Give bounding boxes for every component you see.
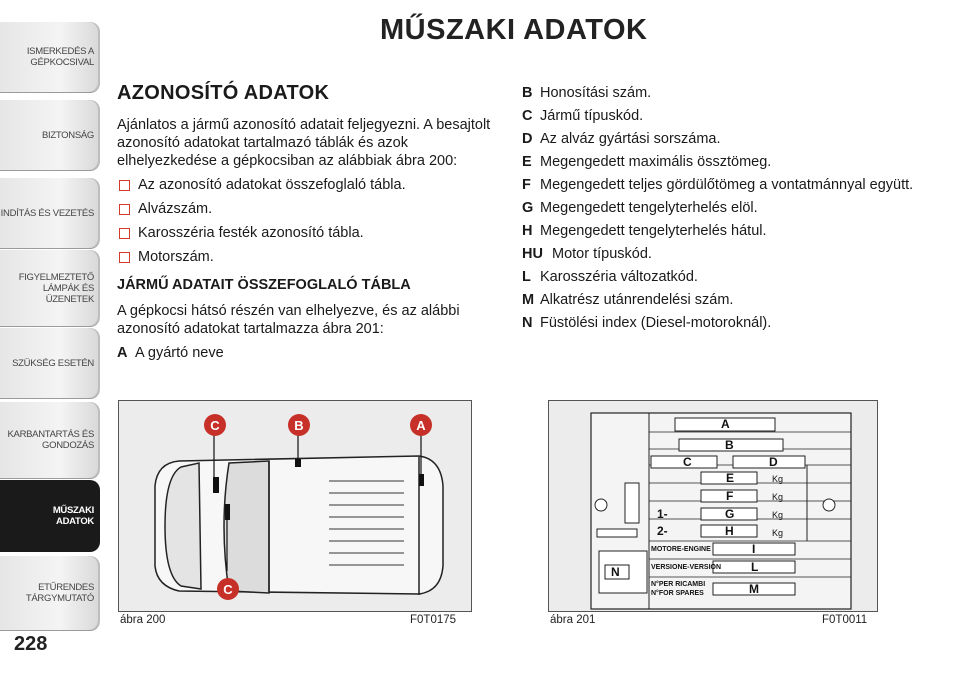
list-item [117, 344, 497, 362]
list-item-text: Alvázszám. [138, 201, 213, 217]
checkbox-bullet-icon [119, 180, 130, 191]
list-item [522, 153, 922, 171]
page-number: 228 [14, 633, 48, 655]
marker-a: A [410, 414, 432, 436]
sidebar-item-label: ISMERKEDÉS A GÉPKOCSIVAL [26, 46, 94, 68]
figure-200-code: F0T0175 [410, 614, 457, 626]
sidebar-item-karbantartas[interactable] [0, 402, 100, 478]
plate-unit-kg: Kg [772, 474, 784, 484]
data-plate-labels [549, 401, 877, 611]
list-item [522, 222, 922, 240]
plate-label-n: N [611, 565, 620, 579]
plate-unit-kg: Kg [772, 510, 784, 520]
plate-label-g: G [725, 507, 735, 521]
list-item [522, 84, 922, 102]
figure-200 [118, 400, 472, 612]
plate-label-row1: 1- [657, 507, 668, 521]
section-heading: AZONOSÍTÓ ADATOK [117, 82, 330, 104]
plate-label-e: E [726, 471, 735, 485]
item-text: Megengedett tengelyterhelés elöl. [540, 200, 758, 216]
list-item [522, 268, 922, 286]
plate-label-row2: 2- [657, 524, 668, 538]
item-text: Jármű típuskód. [540, 108, 644, 124]
sidebar-item-muszaki[interactable] [0, 480, 100, 552]
sidebar-item-szukseg[interactable] [0, 328, 100, 398]
marker-b: B [288, 414, 310, 436]
subsection-intro: A gépkocsi hátsó részén van elhelyezve, és az alábbi azonosító adatokat tartalmazza ábra 201: [117, 303, 460, 337]
item-text: Füstölési index (Diesel-motoroknál). [540, 315, 772, 331]
sidebar-item-label: INDÍTÁS ÉS VEZETÉS [0, 207, 94, 219]
list-item [522, 107, 922, 125]
plate-label-f: F [726, 489, 734, 503]
list-item [522, 176, 922, 194]
intro-text: Ajánlatos a jármű azonosító adatait feljegyezni. A besajtolt azonosító adatokat tartalmazó táblák és azok elhelyezkedése a gépkocsiban az alábbiak ábra 200: [117, 117, 491, 169]
list-item [522, 314, 922, 332]
right-column [522, 84, 922, 337]
list-item [117, 224, 497, 242]
list-item [117, 248, 497, 266]
item-letter: B [522, 85, 533, 101]
plate-label-m: M [749, 582, 759, 596]
marker-c-bottom: C [217, 578, 239, 600]
plate-unit-kg: Kg [772, 492, 784, 502]
item-text: A gyártó neve [135, 345, 224, 361]
sidebar-item-label: ETŰRENDES TÁRGYMUTATÓ [25, 582, 94, 604]
plate-text-versione: VERSIONE-VERSION [651, 564, 722, 571]
plate-label-h: H [725, 524, 734, 538]
subsection-heading: JÁRMŰ ADATAIT ÖSSZEFOGLALÓ TÁBLA [117, 277, 411, 293]
item-text: Karosszéria változatkód. [540, 269, 698, 285]
item-text: Honosítási szám. [540, 85, 652, 101]
item-letter: N [522, 315, 533, 331]
figure-201-code: F0T0011 [822, 614, 868, 626]
item-letter: F [522, 177, 531, 193]
list-item [117, 176, 497, 194]
left-column [117, 84, 497, 367]
checkbox-bullet-icon [119, 252, 130, 263]
item-text: Motor típuskód. [552, 246, 652, 262]
sidebar-item-label: BIZTONSÁG [41, 129, 94, 141]
list-item-text: Az azonosító adatokat összefoglaló tábla. [138, 177, 406, 193]
item-text: Megengedett tengelyterhelés hátul. [540, 223, 767, 239]
item-letter: D [522, 131, 533, 147]
list-item-text: Motorszám. [138, 249, 214, 265]
item-letter: M [522, 292, 535, 308]
sidebar-item-label: KARBANTARTÁS ÉS GONDOZÁS [7, 429, 94, 451]
plate-unit-kg: Kg [772, 528, 784, 538]
item-letter: H [522, 223, 533, 239]
item-text: Megengedett teljes gördülőtömeg a vontatmánnyal együtt. [540, 177, 914, 193]
plate-label-a: A [721, 417, 730, 431]
figure-201-caption: ábra 201 [550, 614, 596, 626]
item-text: Az alváz gyártási sorszáma. [540, 131, 721, 147]
plate-label-c: C [683, 455, 692, 469]
checkbox-bullet-icon [119, 204, 130, 215]
sidebar-item-ismerkedes[interactable] [0, 22, 100, 92]
list-item [522, 291, 922, 309]
figure-201 [548, 400, 878, 612]
sidebar-item-label: FIGYELMEZTETŐ LÁMPÁK ÉS ÜZENETEK [18, 271, 94, 305]
item-letter: HU [522, 246, 543, 262]
plate-label-i: I [752, 542, 756, 556]
plate-text-ricambi: N°PER RICAMBI [651, 581, 706, 588]
marker-c-top: C [204, 414, 226, 436]
item-letter: L [522, 269, 531, 285]
plate-label-b: B [725, 438, 734, 452]
sidebar-item-label: MŰSZAKI ADATOK [52, 505, 94, 527]
list-item [522, 199, 922, 217]
item-letter: C [522, 108, 533, 124]
checkbox-bullet-icon [119, 228, 130, 239]
plate-text-spares: N°FOR SPARES [651, 590, 704, 597]
list-item-text: Karosszéria festék azonosító tábla. [138, 225, 364, 241]
list-item [117, 200, 497, 218]
item-text: Megengedett maximális össztömeg. [540, 154, 772, 170]
sidebar-item-biztonsag[interactable] [0, 100, 100, 170]
plate-text-motore: MOTORE-ENGINE [651, 546, 711, 553]
page-title: MŰSZAKI ADATOK [380, 14, 648, 46]
plate-label-l: L [751, 560, 759, 574]
figure-200-caption: ábra 200 [120, 614, 166, 626]
item-letter: E [522, 154, 532, 170]
plate-label-d: D [769, 455, 778, 469]
sidebar-item-targymutato[interactable] [0, 556, 100, 630]
item-letter: A [117, 345, 128, 361]
item-letter: G [522, 200, 534, 216]
list-item [522, 245, 922, 263]
sidebar-item-label: SZÜKSÉG ESETÉN [12, 357, 94, 369]
sidebar-item-inditas[interactable] [0, 178, 100, 248]
sidebar-item-figyelmezteto[interactable] [0, 250, 100, 326]
list-item [522, 130, 922, 148]
item-text: Alkatrész utánrendelési szám. [540, 292, 734, 308]
